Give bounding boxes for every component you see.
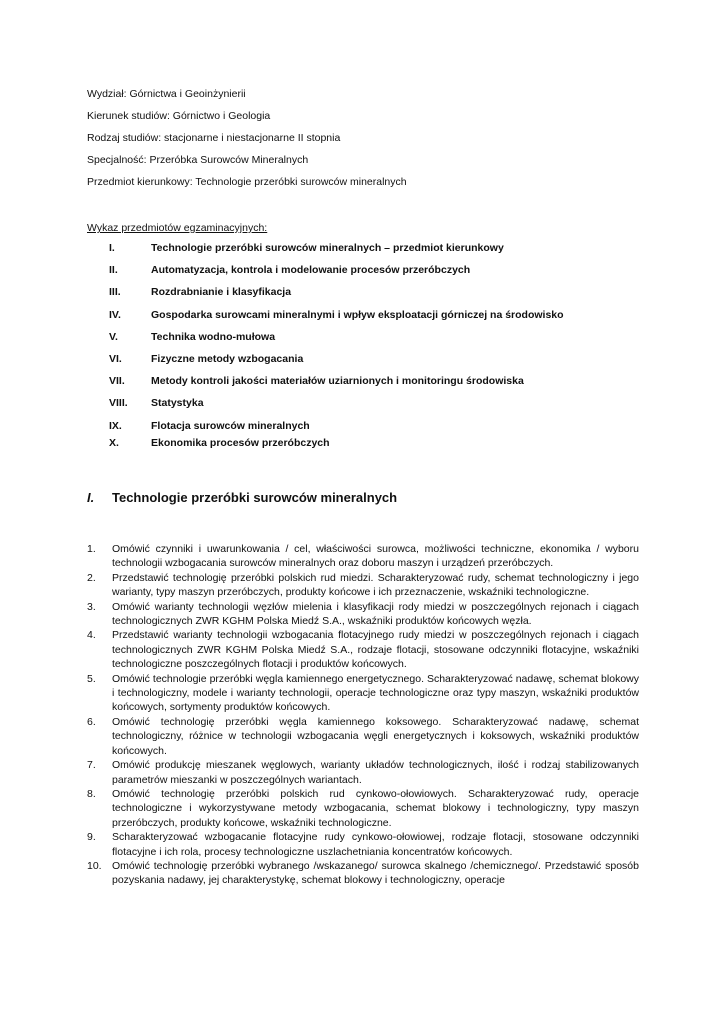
question-item [87,542,639,571]
question-item [87,672,639,715]
question-number: 7. [87,759,96,772]
question-number: 3. [87,600,96,613]
question-item [87,600,639,629]
section-title: Technologie przeróbki surowców mineralnych [112,490,398,505]
question-number: 1. [87,543,96,555]
list-item [87,331,647,353]
question-text: Przedstawić technologię przeróbki polskich rud miedzi. Scharakteryzować rudy, schemat technologiczny i jego warianty, typy maszyn przeróbczych, produkty końcowe i ich przeznaczenie, wskaźniki technologiczne. [112,571,639,599]
header-faculty: Wydział: Górnictwa i Geoinżynierii [87,88,246,100]
subjects-list-title: Wykaz przedmiotów egzaminacyjnych: [87,222,268,234]
list-item [87,437,647,459]
list-item-text: Rozdrabnianie i klasyfikacja [151,286,292,299]
question-text: Omówić technologie przeróbki węgla kamiennego energetycznego. Scharakteryzować nadawę, schemat blokowy i technologiczny, modele i warianty technologii, operacje technologiczne oraz typy maszyn, wskaźniki produktów końcowych, sortymenty produktów końcowych. [112,672,639,714]
header-specialty: Specjalność: Przeróbka Surowców Mineralnych [87,154,309,166]
question-number: 2. [87,571,96,584]
header-field-of-study: Kierunek studiów: Górnictwo i Geologia [87,110,271,122]
list-item-text: Automatyzacja, kontrola i modelowanie procesów przeróbczych [151,264,471,277]
question-number: 5. [87,672,96,685]
list-item [87,264,647,286]
list-item-number: VI. [109,352,122,365]
question-item [87,715,639,758]
header-study-type: Rodzaj studiów: stacjonarne i niestacjonarne II stopnia [87,132,341,144]
subjects-list [87,242,647,459]
list-item-number: II. [109,264,118,277]
list-item [87,420,647,437]
list-item-number: V. [109,330,118,343]
list-item-number: VIII. [109,397,128,410]
list-item [87,397,647,419]
question-number: 6. [87,715,96,728]
list-item-text: Ekonomika procesów przeróbczych [151,436,330,449]
question-item [87,787,639,830]
question-text: Omówić produkcję mieszanek węglowych, warianty układów technologicznych, ilość i rodzaj stabilizowanych parametrów mieszanki w poszczególnych wariantach. [112,759,639,786]
question-text: Omówić technologię przeróbki węgla kamiennego koksowego. Scharakteryzować nadawę, schemat technologiczny, różnice w technologii wzbogacania węgli energetycznych i koksowych, wskaźniki produktów końcowych. [112,715,639,757]
list-item-text: Gospodarka surowcami mineralnymi i wpływ eksploatacji górniczej na środowisko [151,308,564,321]
list-item-number: III. [109,286,121,299]
question-number: 4. [87,629,96,642]
list-item-number: IV. [109,308,121,321]
question-item [87,758,639,787]
question-text: Przedstawić warianty technologii wzbogacania flotacyjnego rudy miedzi w poszczególnych rejonach i ciągach technologicznych ZWR KGHM Polska Miedź S.A., rodzaje flotacji, stosowane odczynniki flotacyjne, wskaźniki technologiczne poszczególnych flotacji i produktów końcowych. [112,629,639,671]
list-item-text: Technologie przeróbki surowców mineralnych – przedmiot kierunkowy [151,242,504,254]
question-item [87,830,639,859]
question-text: Omówić technologię przeróbki wybranego /wskazanego/ surowca skalnego /chemicznego/. Przedstawić sposób pozyskania nadawy, jej charakterystykę, schemat blokowy i technologiczny, operacje [112,859,639,887]
list-item-number: I. [109,242,115,254]
question-text: Scharakteryzować wzbogacanie flotacyjne rudy cynkowo-ołowiowej, rodzaje flotacji, stosowane odczynniki flotacyjne i ich rola, procesy technologiczne uszlachetniania koncentratów końcowych. [112,831,639,858]
list-item [87,286,647,308]
list-item [87,309,647,331]
header-main-subject: Przedmiot kierunkowy: Technologie przeróbki surowców mineralnych [87,176,407,188]
section-number: I. [87,490,95,505]
list-item [87,375,647,397]
question-number: 10. [87,859,102,872]
list-item-number: VII. [109,375,125,388]
list-item-number: X. [109,436,119,449]
list-item-text: Technika wodno-mułowa [151,330,276,343]
list-item-text: Metody kontroli jakości materiałów uziarnionych i monitoringu środowiska [151,375,524,388]
list-item [87,242,647,264]
list-item-text: Flotacja surowców mineralnych [151,419,310,432]
question-item [87,859,639,888]
section-heading [87,490,397,505]
list-item-text: Statystyka [151,397,204,410]
list-item-text: Fizyczne metody wzbogacania [151,352,304,365]
question-text: Omówić technologię przeróbki polskich rud cynkowo-ołowiowych. Scharakteryzować rudy, operacje technologiczne i wykorzystywane metody wzbogacania, schemat blokowy i technologiczny, typy maszyn przeróbczych, produkty końcowe, wskaźniki technologiczne. [112,787,639,829]
question-item [87,628,639,671]
question-number: 9. [87,831,96,844]
question-item [87,571,639,600]
list-item-number: IX. [109,419,122,432]
question-text: Omówić warianty technologii węzłów mielenia i klasyfikacji rody miedzi w poszczególnych rejonach i ciągach technologicznych ZWR KGHM Polska Miedź S.A., wskaźniki produktów końcowych węzła. [112,600,639,628]
list-item [87,353,647,375]
question-number: 8. [87,787,96,800]
document-header [87,88,647,198]
question-text: Omówić czynniki i uwarunkowania / cel, właściwości surowca, możliwości techniczne, ekonomika / wyboru technologii wzbogacania surowców mineralnych oraz doboru maszyn i urządzeń przeróbczych. [112,543,639,570]
questions-list [87,542,639,888]
